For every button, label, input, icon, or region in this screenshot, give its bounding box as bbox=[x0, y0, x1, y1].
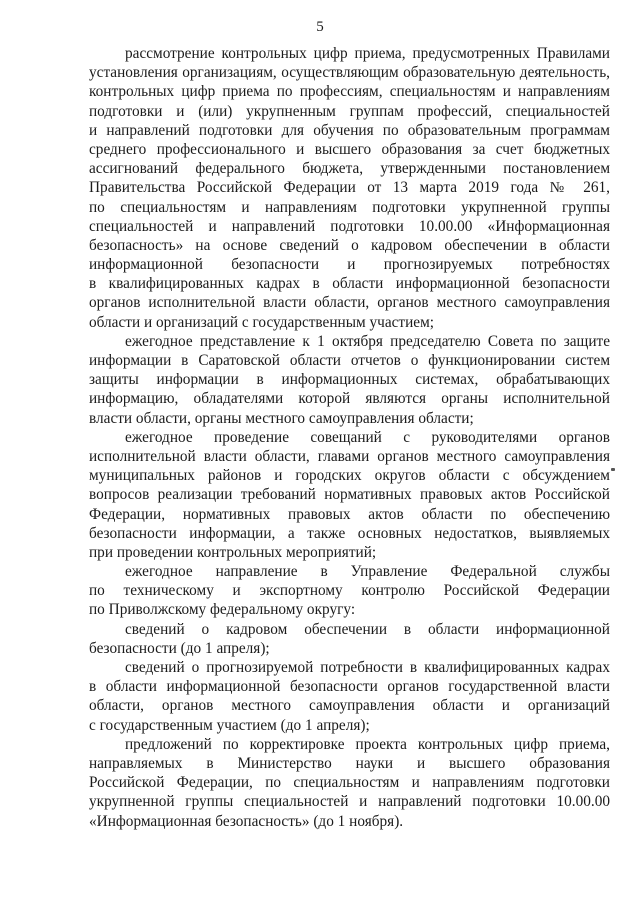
text-line: сведений о кадровом обеспечении в области информационной bbox=[125, 620, 610, 638]
text-line: установления организациям, осуществляющим образовательную деятельность, bbox=[89, 64, 610, 82]
text-line: вопросов реализации требований нормативных правовых актов Российской bbox=[89, 486, 610, 504]
text-line: ежегодное представление к 1 октября председателю Совета по защите bbox=[125, 332, 610, 350]
text-line: Российской Федерации, по специальностям и направлениям подготовки bbox=[89, 774, 610, 792]
text-line: информацию, обладателями которой являются органы исполнительной bbox=[89, 390, 610, 408]
text-line: при проведении контрольных мероприятий; bbox=[89, 543, 377, 561]
document-body bbox=[89, 44, 610, 831]
text-line: области и организаций с государственным участием; bbox=[89, 313, 435, 331]
text-line: власти области, органы местного самоуправления области; bbox=[89, 409, 474, 427]
text-line: подготовки и (или) укрупненным группам профессий, специальностей bbox=[89, 102, 610, 120]
text-line: в области информационной безопасности органов государственной власти bbox=[89, 678, 610, 696]
text-line: безопасность» на основе сведений о кадровом обеспечении в области bbox=[89, 236, 610, 254]
text-line: органов исполнительной власти области, органов местного самоуправления bbox=[89, 294, 610, 312]
text-line: Правительства Российской Федерации от 13 марта 2019 года № 261, bbox=[89, 179, 610, 197]
text-line: информационной безопасности и прогнозируемых потребностях bbox=[89, 256, 610, 274]
page-number: 5 bbox=[316, 19, 324, 35]
text-line: ассигнований федерального бюджета, утвержденными постановлением bbox=[89, 160, 610, 178]
text-line: сведений о прогнозируемой потребности в квалифицированных кадрах bbox=[125, 659, 610, 676]
text-line: «Информационная безопасность» (до 1 ноября). bbox=[89, 812, 404, 830]
scan-speck bbox=[611, 468, 615, 471]
text-line: и направлений подготовки для обучения по образовательным программам bbox=[89, 121, 610, 139]
text-line: в квалифицированных кадрах в области информационной безопасности bbox=[89, 275, 610, 293]
text-line: предложений по корректировке проекта контрольных цифр приема, bbox=[125, 735, 610, 753]
text-line: среднего профессионального и высшего образования за счет бюджетных bbox=[89, 140, 610, 158]
text-line: рассмотрение контрольных цифр приема, предусмотренных Правилами bbox=[125, 45, 610, 62]
text-line: защиты информации в информационных системах, обрабатывающих bbox=[89, 371, 610, 389]
text-line: с государственным участием (до 1 апреля); bbox=[89, 716, 370, 734]
text-line: ежегодное направление в Управление Федеральной службы bbox=[125, 563, 610, 581]
text-line: безопасности информации, а также основных недостатков, выявляемых bbox=[89, 524, 610, 542]
text-line: ежегодное проведение совещаний с руководителями органов bbox=[125, 428, 610, 446]
text-line: Федерации, нормативных правовых актов области по обеспечению bbox=[89, 505, 610, 523]
text-line: контрольных цифр приема по профессиям, специальностям и направлениям bbox=[89, 83, 610, 101]
text-line: по специальностям и направлениям подготовки укрупненной группы bbox=[89, 198, 610, 216]
text-line: специальностей и направлений подготовки 10.00.00 «Информационная bbox=[89, 217, 610, 235]
text-line: области, органов местного самоуправления области и организаций bbox=[89, 697, 610, 715]
text-line: исполнительной власти области, главами органов местного самоуправления bbox=[89, 447, 610, 465]
text-line: безопасности (до 1 апреля); bbox=[89, 639, 270, 657]
text-line: по Приволжскому федеральному округу: bbox=[89, 601, 356, 619]
text-line: укрупненной группы специальностей и направлений подготовки 10.00.00 bbox=[89, 793, 610, 811]
text-line: муниципальных районов и городских округов области с обсуждением bbox=[89, 467, 610, 485]
text-line: направляемых в Министерство науки и высшего образования bbox=[89, 754, 610, 772]
text-line: информации в Саратовской области отчетов о функционировании систем bbox=[89, 352, 610, 369]
text-line: по техническому и экспортному контролю Российской Федерации bbox=[89, 582, 610, 600]
